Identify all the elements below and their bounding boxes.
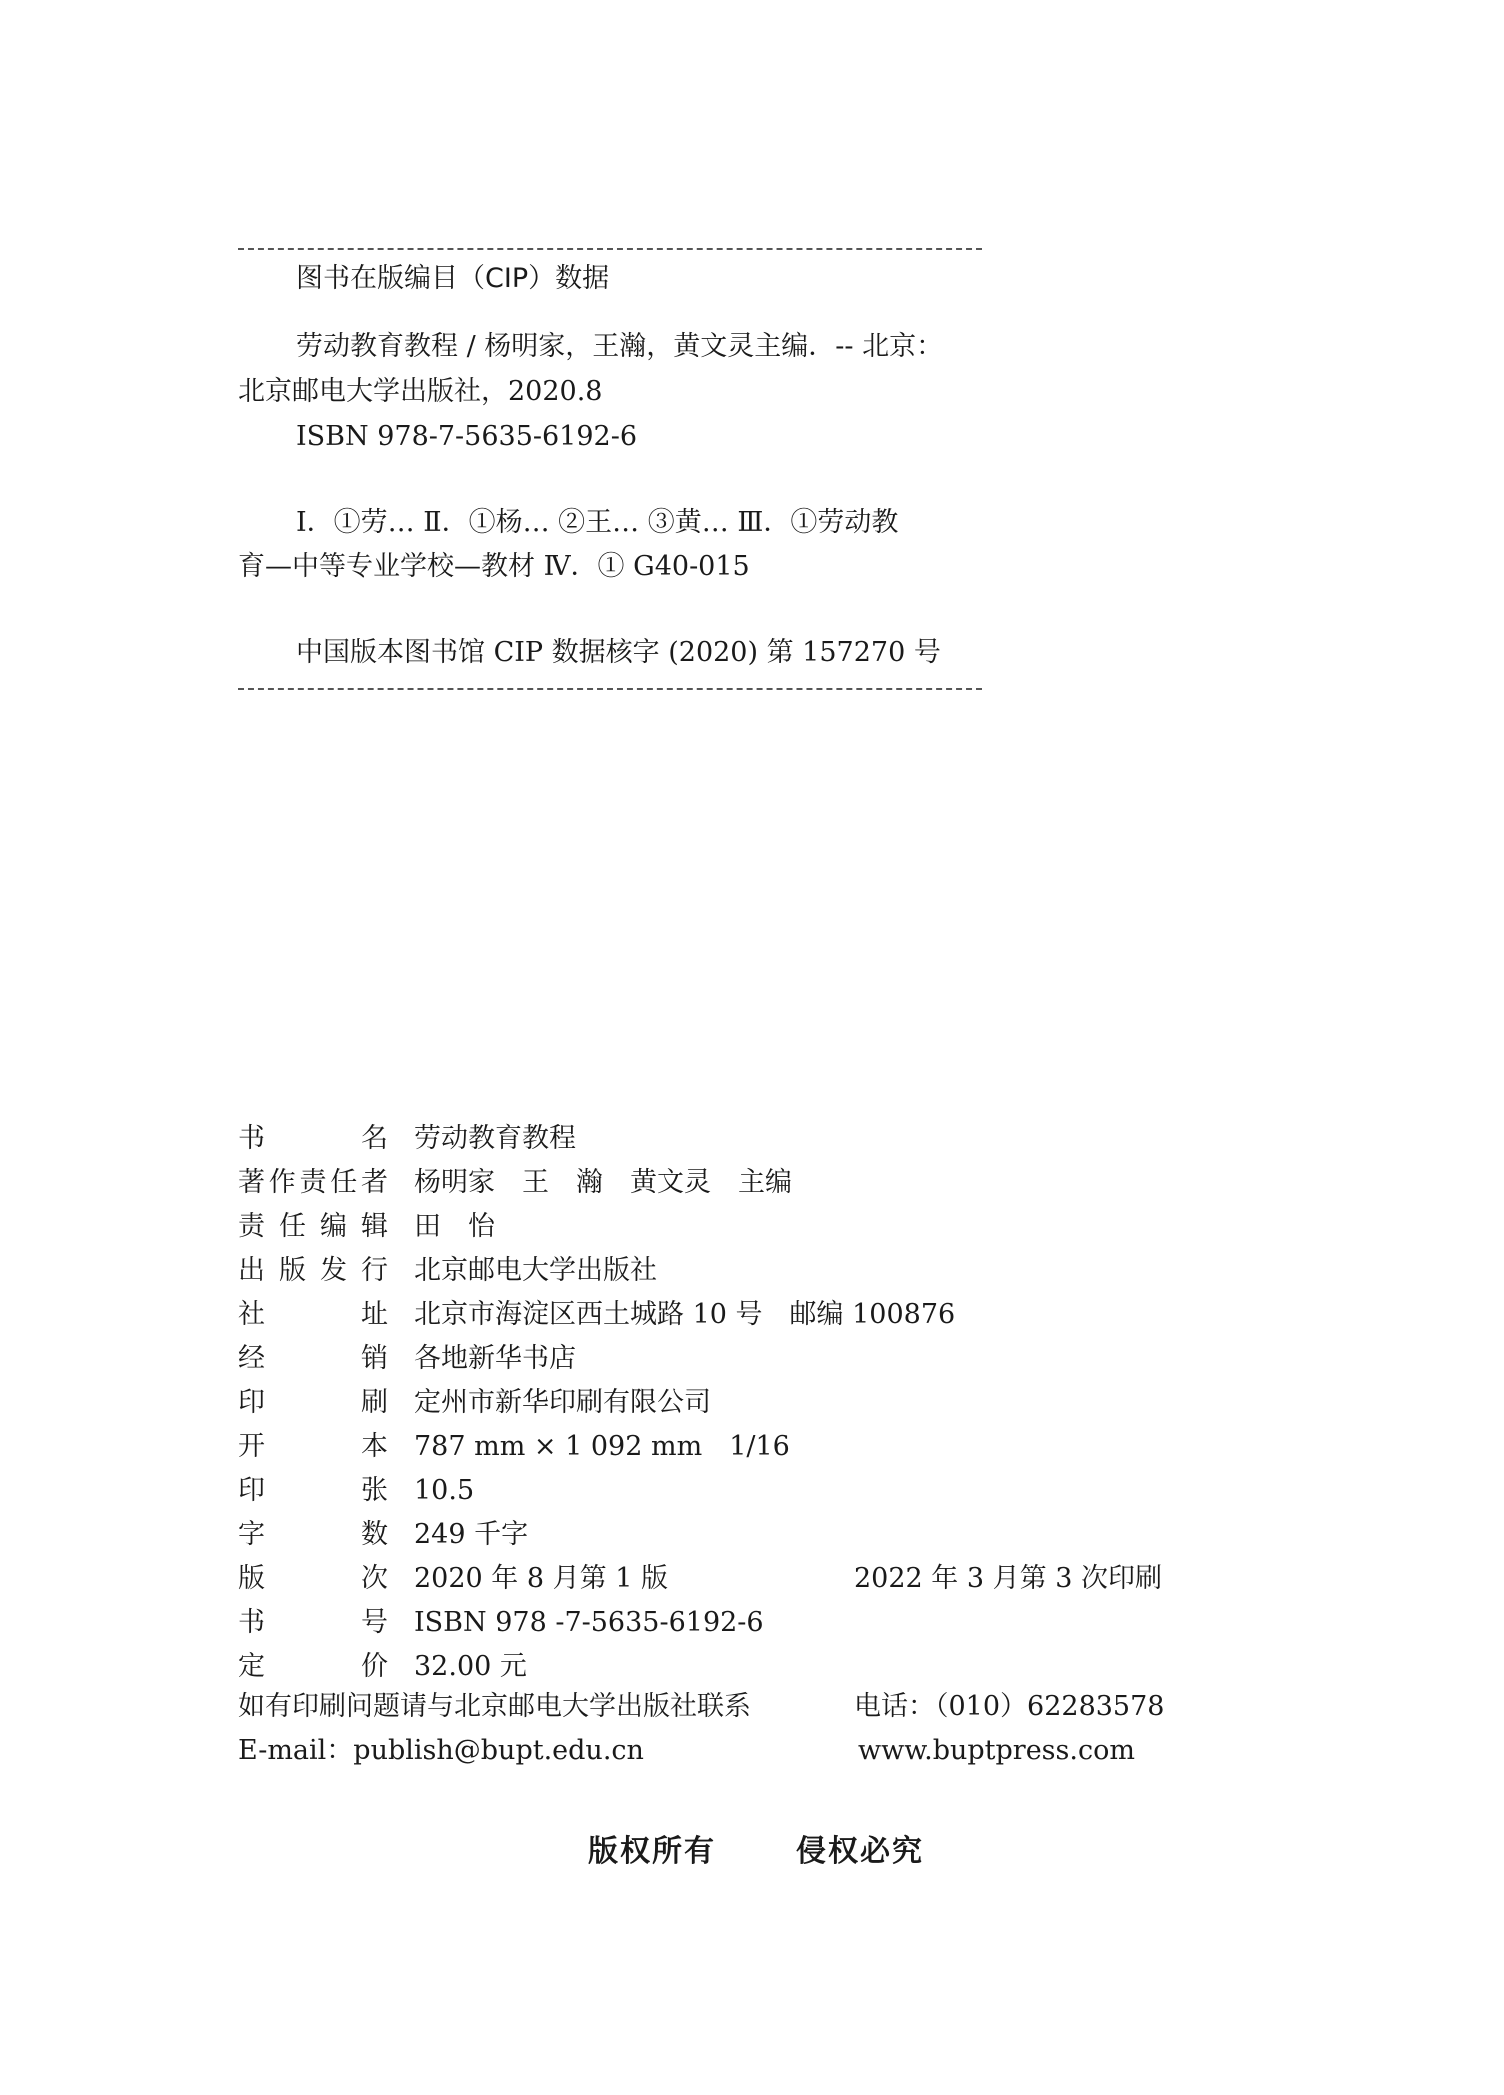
info-label-char: 者 [361,1167,388,1198]
info-label-char: 版 [279,1255,306,1286]
info-label-char: 次 [361,1563,388,1594]
info-value: 2020 年 8 月第 1 版 [414,1563,668,1594]
info-label-char: 本 [361,1431,388,1462]
info-label [238,1164,388,1202]
info-label-char: 址 [361,1299,388,1330]
info-value: 北京邮电大学出版社 [414,1255,657,1286]
info-value: 32.00 元 [414,1651,527,1682]
info-label-char: 书 [238,1607,265,1638]
info-label-char: 开 [238,1431,265,1462]
info-label-char: 版 [238,1563,265,1594]
info-label-char: 字 [238,1519,265,1550]
info-label-char: 张 [361,1475,388,1506]
info-label [238,1516,388,1554]
info-label [238,1648,388,1686]
cip-classification-line2: 育—中等专业学校—教材 Ⅳ．① G40-015 [238,551,750,582]
info-value: 北京市海淀区西土城路 10 号 邮编 100876 [414,1299,956,1330]
publisher-website: www.buptpress.com [858,1735,1135,1766]
cip-bottom-divider [238,688,982,690]
info-value: 劳动教育教程 [414,1123,576,1154]
info-label [238,1604,388,1642]
info-value: 杨明家 王 瀚 黄文灵 主编 [414,1167,792,1198]
info-label-char: 经 [238,1343,265,1374]
info-label-char: 责 [238,1211,265,1242]
info-label-char: 刷 [361,1387,388,1418]
info-label [238,1296,388,1334]
info-value: 各地新华书店 [414,1343,576,1374]
cip-classification-line1: Ⅰ．①劳… Ⅱ．①杨… ②王… ③黄… Ⅲ．①劳动教 [296,507,899,538]
info-label-char: 价 [361,1651,388,1682]
cip-title: 图书在版编目（CIP）数据 [296,263,610,294]
cip-top-divider [238,248,982,250]
info-label [238,1340,388,1378]
info-label-char: 发 [320,1255,347,1286]
info-label-char: 书 [238,1123,265,1154]
info-label-char: 数 [361,1519,388,1550]
info-label-char: 销 [361,1343,388,1374]
copyright-right: 侵权必究 [796,1834,924,1869]
info-value: 787 mm × 1 092 mm 1/16 [414,1431,790,1462]
info-label-char: 责 [299,1167,327,1198]
info-label [238,1560,388,1598]
info-label [238,1472,388,1510]
info-value: 田 怡 [414,1211,495,1242]
contact-note: 如有印刷问题请与北京邮电大学出版社联系 [238,1691,751,1722]
info-label [238,1428,388,1466]
info-label-char: 行 [361,1255,388,1286]
info-label-char: 印 [238,1475,265,1506]
info-label [238,1384,388,1422]
cip-entry-line2: 北京邮电大学出版社，2020.8 [238,376,603,407]
info-label-char: 辑 [361,1211,388,1242]
info-label-char: 号 [361,1607,388,1638]
copyright-left: 版权所有 [588,1834,716,1869]
info-label-char: 作 [268,1167,296,1198]
info-value: 249 千字 [414,1519,529,1550]
cip-entry-line1: 劳动教育教程 / 杨明家，王瀚，黄文灵主编．-- 北京： [296,331,944,362]
info-label-char: 任 [279,1211,306,1242]
info-label [238,1208,388,1246]
info-label-char: 著 [238,1167,265,1198]
info-label-char: 定 [238,1651,265,1682]
contact-email: E-mail：publish@bupt.edu.cn [238,1735,644,1766]
info-value: ISBN 978 -7-5635-6192-6 [414,1607,764,1638]
cip-verification-number: 中国版本图书馆 CIP 数据核字 (2020) 第 157270 号 [296,637,941,668]
info-label-char: 出 [238,1255,265,1286]
info-value: 10.5 [414,1475,475,1506]
info-label-char: 编 [320,1211,347,1242]
info-value: 定州市新华印刷有限公司 [414,1387,711,1418]
info-label-char: 名 [361,1123,388,1154]
info-label [238,1252,388,1290]
info-label-char: 社 [238,1299,265,1330]
info-value-secondary: 2022 年 3 月第 3 次印刷 [854,1563,1162,1594]
contact-phone: 电话：（010）62283578 [854,1691,1165,1722]
info-label [238,1120,388,1158]
info-label-char: 任 [330,1167,358,1198]
copyright-notice [588,1826,924,1870]
info-label-char: 印 [238,1387,265,1418]
cip-isbn: ISBN 978-7-5635-6192-6 [296,421,638,452]
